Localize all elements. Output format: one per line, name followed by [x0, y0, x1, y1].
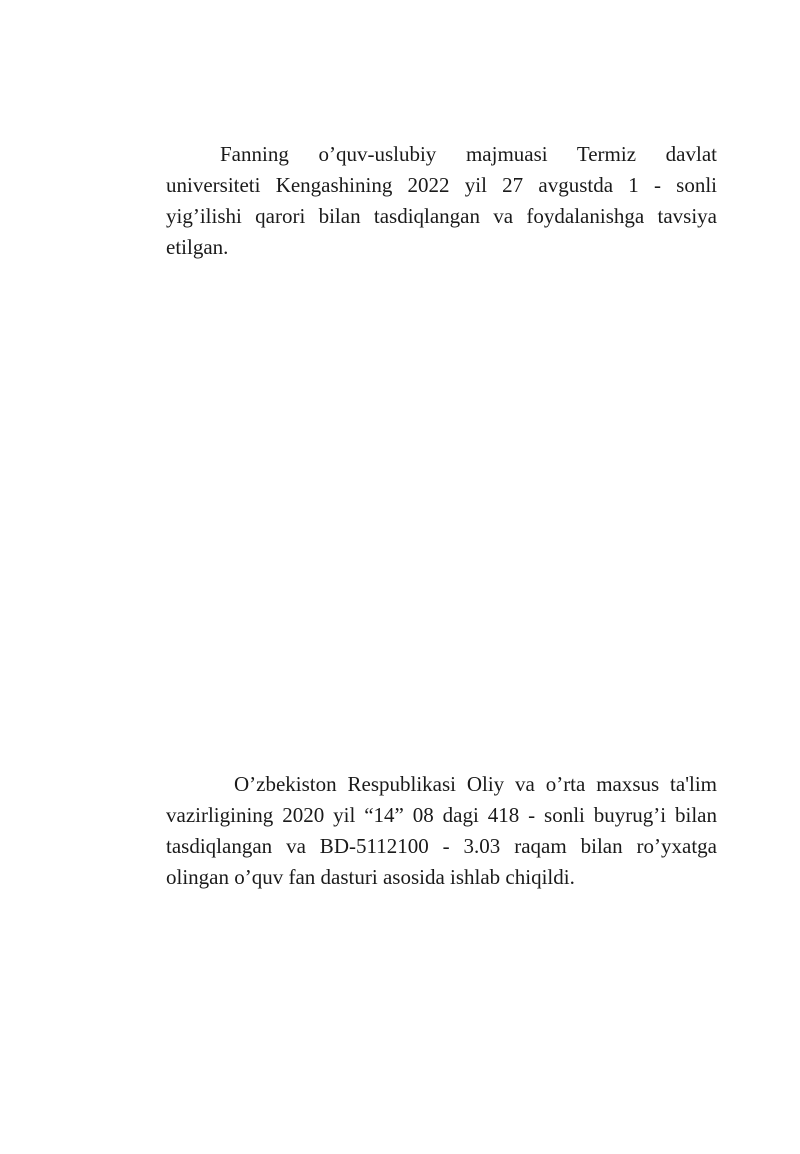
curriculum-basis-paragraph: O’zbekiston Respublikasi Oliy va o’rta maxsus ta'lim vazirligining 2020 yil “14” 08 dagi 418 - sonli buyrug’i bilan tasdiqlangan va BD-5112100 - 3.03 raqam bilan ro’yxatga olingan o’quv fan dasturi asosida ishlab chiqildi. [166, 772, 717, 889]
approval-paragraph: Fanning o’quv-uslubiy majmuasi Termiz davlat universiteti Kengashining 2022 yil 27 avgustda 1 - sonli yig’ilishi qarori bilan tasdiqlangan va foydalanishga tavsiya etilgan. [166, 142, 717, 259]
